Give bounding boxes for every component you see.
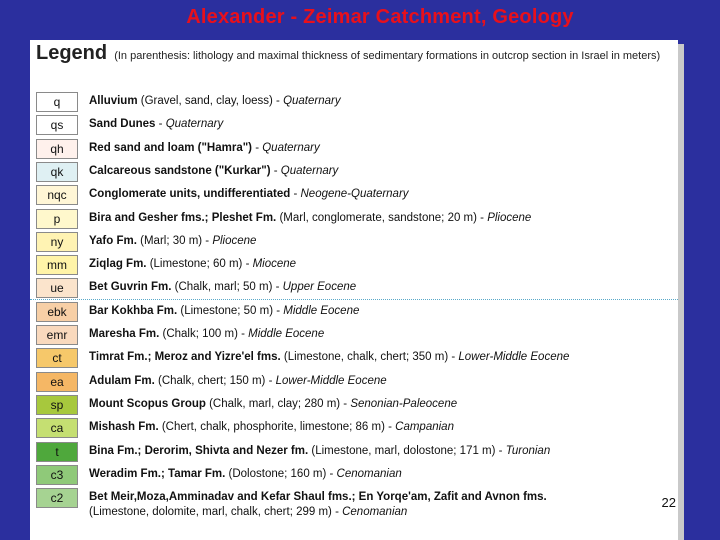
unit-swatch: t [36, 442, 78, 462]
legend-row [30, 253, 678, 275]
legend-row [30, 113, 678, 135]
unit-detail: (Chalk, marl, clay; 280 m) - [205, 397, 351, 410]
unit-age: Quaternary [280, 164, 339, 177]
unit-name: Weradim Fm.; Tamar Fm. [89, 467, 226, 480]
unit-age: Pliocene [487, 211, 532, 224]
legend-header [36, 42, 666, 64]
unit-name: Mishash Fm. [89, 421, 159, 434]
legend-row [30, 207, 678, 229]
unit-name: Adulam Fm. [89, 374, 155, 387]
slide-title: Alexander - Zeimar Catchment, Geology [186, 6, 574, 28]
unit-age: Cenomanian [342, 506, 408, 519]
unit-detail: (Chalk; 100 m) - [159, 328, 249, 340]
unit-description [89, 117, 674, 131]
unit-description [89, 187, 674, 201]
unit-age: Neogene-Quaternary [300, 188, 409, 201]
unit-age: Pliocene [212, 234, 257, 247]
unit-swatch: ea [36, 372, 78, 392]
legend-row [30, 230, 678, 252]
unit-swatch: q [36, 92, 78, 112]
unit-swatch: ct [36, 348, 78, 368]
unit-detail: (Marl, conglomerate, sandstone; 20 m) - [276, 211, 488, 224]
unit-name: Bar Kokhba Fm. [89, 304, 178, 317]
unit-swatch: ny [36, 232, 78, 252]
unit-age: Campanian [395, 421, 454, 434]
unit-age: Quaternary [283, 95, 341, 107]
unit-description [89, 397, 674, 411]
unit-age: Quaternary [165, 118, 224, 131]
unit-name: Bina Fm.; Derorim, Shivta and Nezer fm. [89, 444, 309, 457]
unit-detail: (Limestone, chalk, chert; 350 m) - [280, 351, 459, 364]
unit-swatch: qh [36, 139, 78, 159]
unit-detail: - [270, 164, 281, 177]
legend-row [30, 370, 678, 392]
legend-row [30, 440, 678, 462]
unit-description [89, 257, 674, 271]
unit-description [89, 164, 674, 178]
unit-description [89, 234, 674, 248]
divider-line [30, 299, 678, 300]
unit-age: Turonian [505, 444, 551, 457]
unit-detail: (Limestone, marl, dolostone; 171 m) - [308, 444, 506, 457]
unit-name: Timrat Fm.; Meroz and Yizre'el fms. [89, 351, 281, 364]
unit-detail: (Chert, chalk, phosphorite, limestone; 86 m) - [158, 421, 396, 434]
legend-row [30, 300, 678, 322]
unit-detail: (Chalk, chert; 150 m) - [154, 374, 276, 387]
unit-detail: (Dolostone; 160 m) - [225, 467, 337, 480]
unit-age: Cenomanian [336, 467, 402, 480]
unit-age: Lower-Middle Eocene [458, 351, 570, 364]
unit-description [89, 420, 674, 434]
unit-swatch: sp [36, 395, 78, 415]
unit-age: Middle Eocene [283, 304, 360, 317]
unit-name: Mount Scopus Group [89, 397, 206, 410]
legend-row [30, 137, 678, 159]
unit-age: Upper Eocene [282, 281, 357, 294]
unit-name: Maresha Fm. [89, 328, 160, 340]
unit-age: Lower-Middle Eocene [275, 374, 387, 387]
legend-row [30, 346, 678, 368]
unit-description [89, 467, 674, 481]
unit-description-line2 [89, 506, 407, 518]
unit-name: Conglomerate units, undifferentiated [89, 188, 291, 201]
legend-heading: Legend [36, 42, 108, 64]
unit-description [89, 280, 674, 294]
unit-detail: (Chalk, marl; 50 m) - [171, 281, 283, 294]
unit-detail: (Marl; 30 m) - [136, 234, 213, 247]
unit-description [89, 490, 674, 504]
unit-detail: - [252, 141, 263, 154]
unit-detail: (Limestone, dolomite, marl, chalk, chert; 299 m) - [89, 506, 343, 519]
unit-description [89, 327, 674, 341]
unit-description [89, 94, 674, 108]
unit-name: Red sand and loam ("Hamra") [89, 141, 252, 154]
unit-swatch: qk [36, 162, 78, 182]
unit-detail: (Gravel, sand, clay, loess) - [137, 95, 284, 107]
unit-description [89, 304, 674, 318]
legend-row [30, 323, 678, 345]
unit-name: Yafo Fm. [89, 234, 137, 247]
unit-name: Bet Guvrin Fm. [89, 281, 172, 294]
legend-note: (In parenthesis: lithology and maximal thickness of sedimentary formations in outcrop section in Israel in meters) [114, 50, 661, 62]
unit-description [89, 374, 674, 388]
unit-name: Bira and Gesher fms.; Pleshet Fm. [89, 211, 277, 224]
unit-name: Calcareous sandstone ("Kurkar") [89, 164, 271, 177]
unit-name: Ziqlag Fm. [89, 258, 147, 271]
unit-swatch: ue [36, 278, 78, 298]
unit-swatch: p [36, 209, 78, 229]
unit-swatch: emr [36, 325, 78, 345]
unit-name: Sand Dunes [89, 118, 156, 131]
unit-name: Bet Meir,Moza,Amminadav and Kefar Shaul fms.; En Yorqe'am, Zafit and Avnon fms. [89, 491, 547, 504]
legend-row [30, 393, 678, 415]
legend-row [30, 416, 678, 438]
legend-row [30, 183, 678, 205]
unit-description [89, 211, 674, 225]
legend-row [30, 90, 678, 112]
unit-detail: (Limestone; 60 m) - [146, 258, 253, 271]
unit-swatch: c2 [36, 488, 78, 508]
unit-age: Middle Eocene [248, 328, 325, 340]
unit-name: Alluvium [89, 95, 138, 107]
unit-swatch: ca [36, 418, 78, 438]
legend-row [30, 463, 678, 485]
unit-age: Senonian-Paleocene [350, 397, 458, 410]
unit-description [89, 350, 674, 364]
unit-description [89, 141, 674, 155]
unit-detail: - [290, 188, 301, 201]
unit-swatch: ebk [36, 302, 78, 322]
legend-panel [30, 40, 678, 540]
page-number: 22 [661, 495, 676, 510]
page-shadow [678, 44, 684, 540]
unit-swatch: nqc [36, 185, 78, 205]
unit-detail: (Limestone; 50 m) - [177, 304, 284, 317]
unit-age: Quaternary [262, 141, 320, 154]
legend-row [30, 486, 678, 519]
unit-detail: - [155, 118, 166, 131]
unit-swatch: mm [36, 255, 78, 275]
unit-description [89, 444, 674, 458]
legend-row [30, 160, 678, 182]
unit-age: Miocene [252, 258, 297, 271]
unit-swatch: c3 [36, 465, 78, 485]
legend-row [30, 276, 678, 298]
unit-swatch: qs [36, 115, 78, 135]
